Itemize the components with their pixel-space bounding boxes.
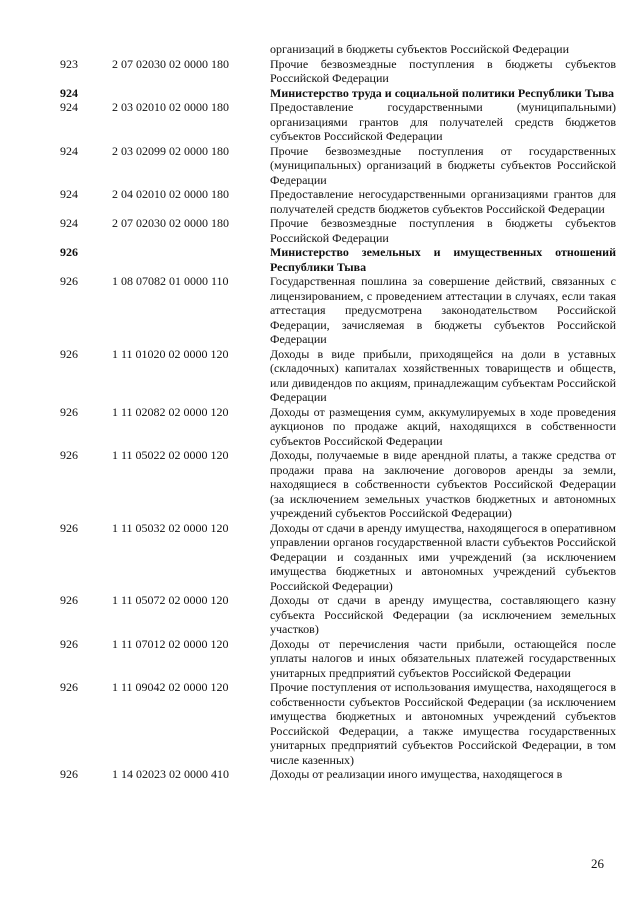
revenue-description: Предоставление негосударственными организациями грантов для получателей средств бюджетов субъектов Российской Федерации	[270, 187, 616, 216]
budget-classification-code: 1 11 05022 02 0000 120	[112, 448, 229, 462]
table-row	[0, 100, 640, 144]
admin-code: 926	[60, 593, 78, 607]
table-row	[0, 57, 640, 86]
admin-code: 924	[60, 100, 78, 114]
revenue-description: Прочие безвозмездные поступления в бюджеты субъектов Российской Федерации	[270, 216, 616, 245]
admin-code: 926	[60, 448, 78, 462]
table-row	[0, 767, 640, 782]
table-row	[0, 405, 640, 449]
revenue-description: Прочие безвозмездные поступления в бюджеты субъектов Российской Федерации	[270, 56, 616, 85]
admin-code: 926	[60, 245, 78, 259]
table-row	[0, 144, 640, 188]
ministry-header-row	[0, 245, 640, 274]
revenue-description: Доходы от сдачи в аренду имущества, находящегося в оперативном управлении органов государственной власти субъектов Российской Федерации и созданных ими учреждений (за исключением имущества бюджетных и автономных учреждений субъектов Российской Федерации)	[270, 520, 616, 593]
revenue-description: Предоставление государственными (муниципальными) организациями грантов для получателей средств бюджетов субъектов Российской Федерации	[270, 100, 616, 143]
budget-classification-code: 1 08 07082 01 0000 110	[112, 274, 229, 288]
budget-classification-code: 2 04 02010 02 0000 180	[112, 187, 229, 201]
table-row	[0, 347, 640, 405]
admin-code: 926	[60, 346, 78, 361]
budget-classification-code: 1 11 09042 02 0000 120	[112, 680, 229, 694]
table-row	[0, 42, 640, 57]
revenue-description: Доходы в виде прибыли, приходящейся на доли в уставных (складочных) капиталах хозяйственных товариществ и обществ, или дивидендов по акциям, принадлежащим субъектам Российской Федерации	[270, 346, 616, 404]
admin-code: 926	[60, 680, 78, 694]
budget-classification-code: 1 14 02023 02 0000 410	[112, 767, 229, 781]
admin-code: 924	[60, 85, 78, 100]
budget-classification-code: 2 03 02010 02 0000 180	[112, 100, 229, 114]
admin-code: 926	[60, 404, 78, 419]
budget-classification-code: 1 11 05072 02 0000 120	[112, 593, 229, 607]
page-number: 26	[591, 856, 604, 871]
budget-classification-code: 2 07 02030 02 0000 180	[112, 56, 229, 71]
ministry-header-row	[0, 86, 640, 101]
revenue-description: Прочие безвозмездные поступления от государственных (муниципальных) организаций в бюджеты субъектов Российской Федерации	[270, 143, 616, 187]
revenue-description: Прочие поступления от использования имущества, находящегося в собственности субъектов Российской Федерации (за исключением имущества бюджетных и автономных учреждений субъектов Российской Федерации, а также имущества государственных унитарных предприятий субъектов Российской Федерации, в том числе казенных)	[270, 680, 616, 767]
budget-classification-code: 1 11 01020 02 0000 120	[112, 346, 229, 361]
table-row	[0, 521, 640, 594]
admin-code: 926	[60, 274, 78, 288]
budget-classification-code: 1 11 02082 02 0000 120	[112, 404, 229, 419]
revenue-description: Государственная пошлина за совершение действий, связанных с лицензированием, с проведением аттестации в случаях, если такая аттестация предусмотрена законодательством Российской Федерации, зачисляемая в бюджеты субъектов Российской Федерации	[270, 274, 616, 346]
admin-code: 926	[60, 767, 78, 781]
admin-code: 926	[60, 520, 78, 535]
table-row	[0, 593, 640, 637]
revenue-description: Доходы от размещения сумм, аккумулируемых в ходе проведения аукционов по продаже акций, находящихся в собственности субъектов Российской Федерации	[270, 404, 616, 448]
admin-code: 924	[60, 216, 78, 230]
budget-classification-code: 1 11 07012 02 0000 120	[112, 636, 229, 651]
budget-classification-code: 2 07 02030 02 0000 180	[112, 216, 229, 230]
revenue-code-table	[0, 42, 640, 782]
admin-code: 923	[60, 56, 78, 71]
admin-code: 924	[60, 143, 78, 158]
table-row	[0, 448, 640, 521]
admin-code: 926	[60, 636, 78, 651]
table-row	[0, 187, 640, 216]
ministry-name: Министерство труда и социальной политики Республики Тыва	[270, 85, 615, 100]
revenue-description: организаций в бюджеты субъектов Российской Федерации	[270, 42, 570, 56]
budget-classification-code: 1 11 05032 02 0000 120	[112, 520, 229, 535]
table-row	[0, 216, 640, 245]
budget-classification-code: 2 03 02099 02 0000 180	[112, 143, 229, 158]
revenue-description: Доходы от сдачи в аренду имущества, составляющего казну субъекта Российской Федерации (за исключением земельных участков)	[270, 593, 616, 636]
revenue-description: Доходы от перечисления части прибыли, остающейся после уплаты налогов и иных обязательных платежей государственных унитарных предприятий субъектов Российской Федерации	[270, 636, 616, 680]
table-row	[0, 637, 640, 681]
revenue-description: Доходы от реализации иного имущества, находящегося в	[270, 767, 563, 781]
ministry-name: Министерство земельных и имущественных отношений Республики Тыва	[270, 245, 616, 274]
revenue-description: Доходы, получаемые в виде арендной платы, а также средства от продажи права на заключение договоров аренды за земли, находящиеся в собственности субъектов Российской Федерации (за исключением земельных участков бюджетных и автономных учреждений субъектов Российской Федерации)	[270, 448, 616, 520]
table-row	[0, 274, 640, 347]
admin-code: 924	[60, 187, 78, 201]
table-row	[0, 680, 640, 767]
